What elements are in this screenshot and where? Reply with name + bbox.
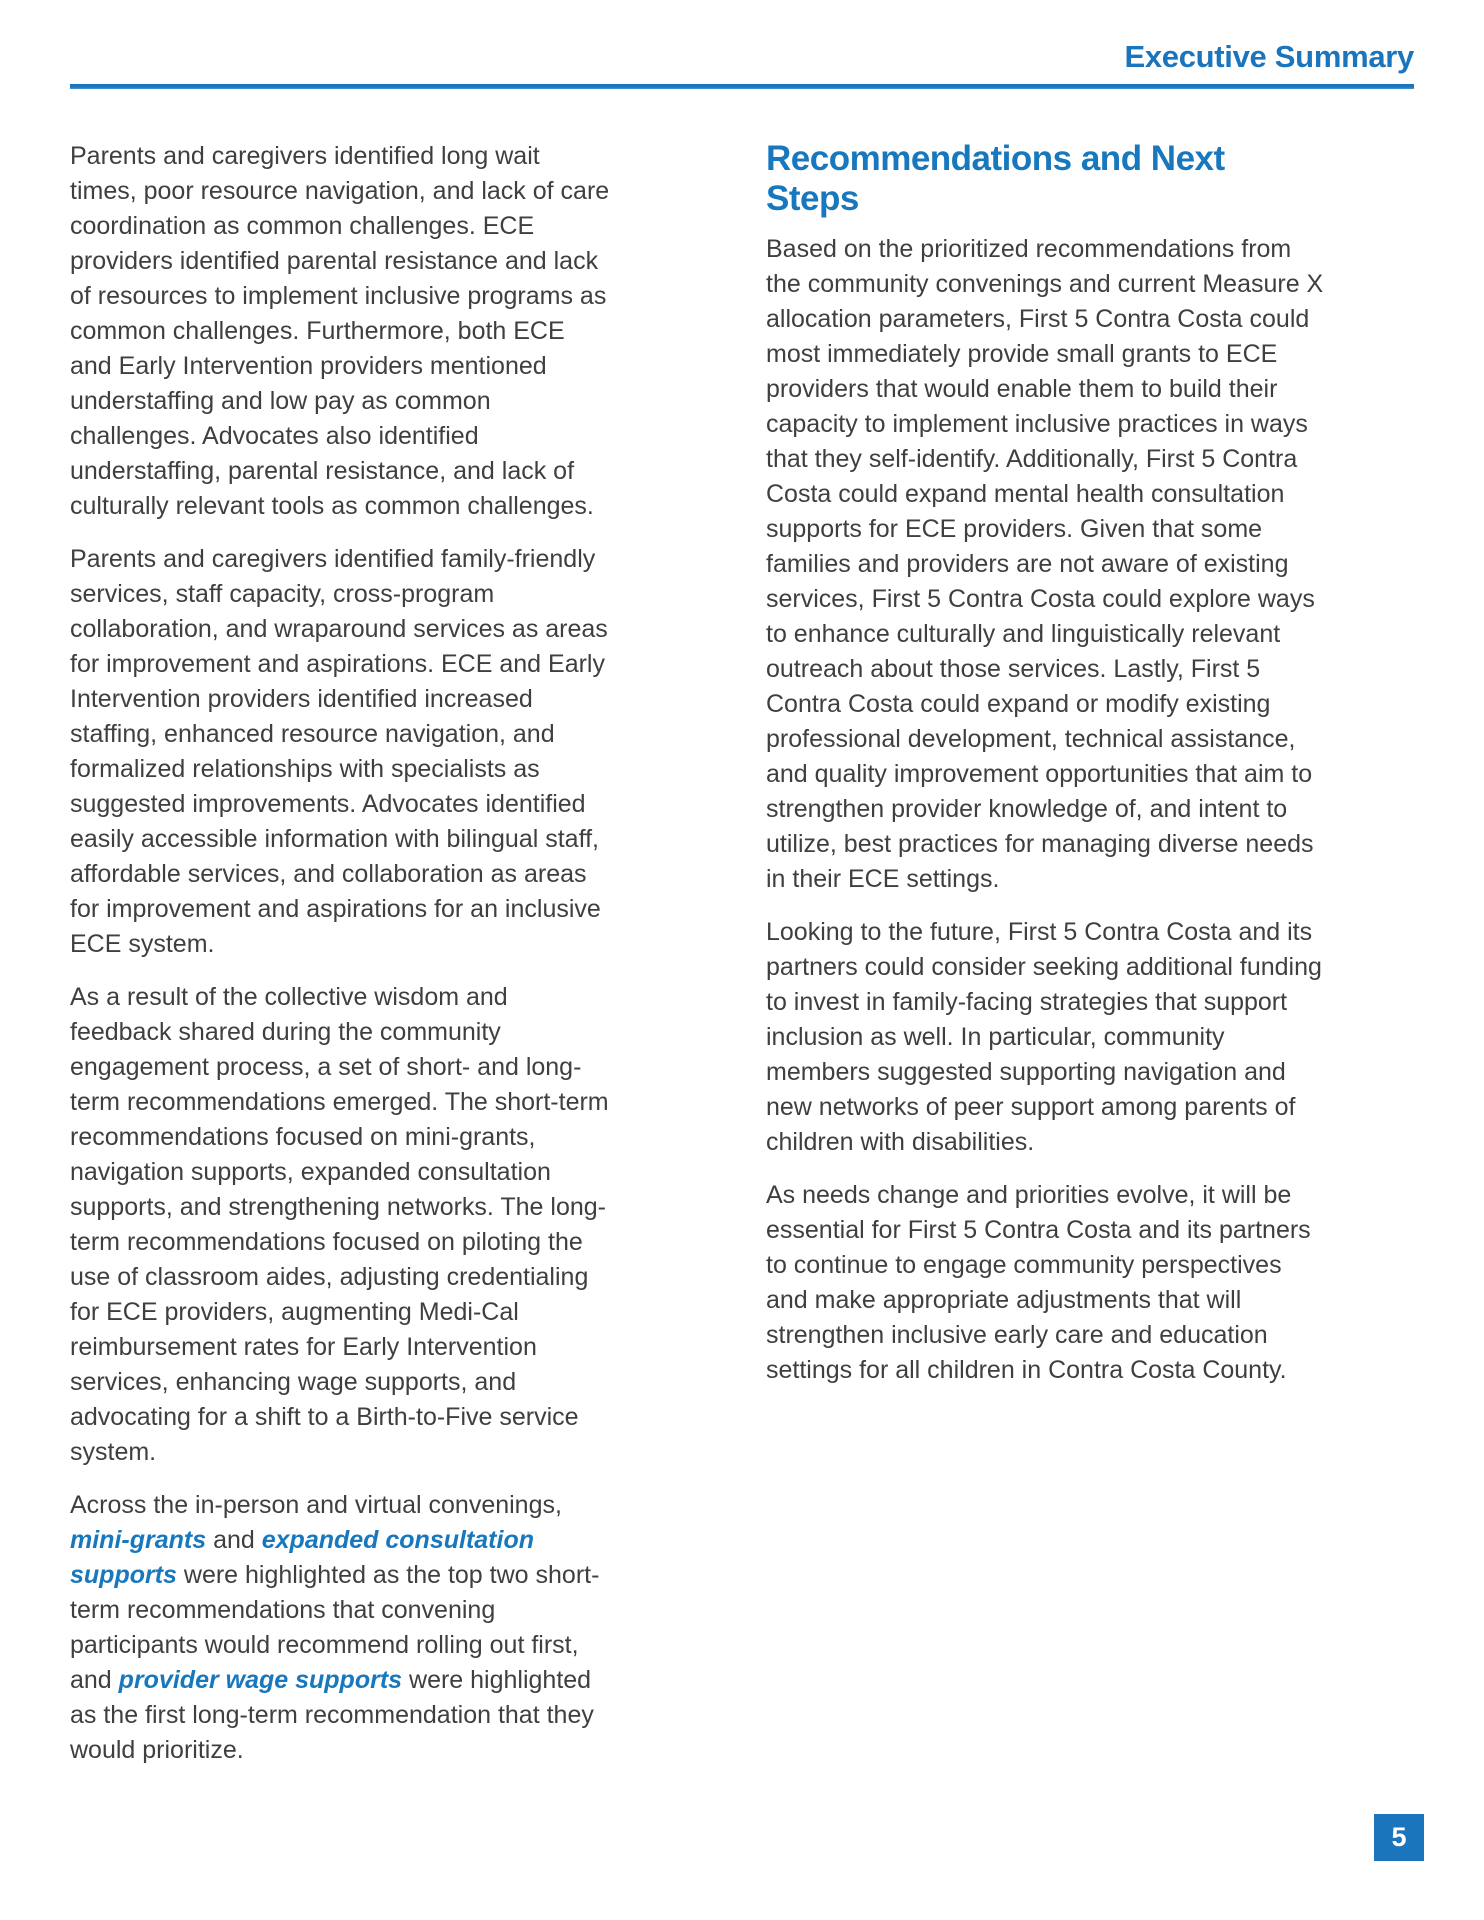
page-title: Executive Summary (1124, 39, 1414, 74)
body-paragraph: Based on the prioritized recommendations from the community convenings and current Measure X allocation parameters, First 5 Contra Costa could most immediately provide small grants to ECE providers that would enable them to build their capacity to implement inclusive practices in ways that they self-identify. Additionally, First 5 Contra Costa could expand mental health consultation supports for ECE providers. Given that some families and providers are not aware of existing services, First 5 Contra Costa could explore ways to enhance culturally and linguistically relevant outreach about those services. Lastly, First 5 Contra Costa could expand or modify existing professional development, technical assistance, and quality improvement opportunities that aim to strengthen provider knowledge of, and intent to utilize, best practices for managing diverse needs in their ECE settings. (766, 234, 1324, 893)
header-rule (70, 84, 1414, 89)
body-paragraph: As needs change and priorities evolve, it will be essential for First 5 Contra Costa and its partners to continue to engage community perspectives and make appropriate adjustments that will strengthen inclusive early care and education settings for all children in Contra Costa County. (766, 1180, 1311, 1384)
body-paragraph: Parents and caregivers identified family-friendly services, staff capacity, cross-program collaboration, and wraparound services as areas for improvement and aspirations. ECE and Early Intervention providers identified increased staffing, enhanced resource navigation, and formalized relationships with specialists as suggested improvements. Advocates identified easily accessible information with bilingual staff, affordable services, and collaboration as areas for improvement and aspirations for an inclusive ECE system. (70, 545, 608, 959)
body-paragraph: Parents and caregivers identified long wait times, poor resource navigation, and lack of care coordination as common challenges. ECE providers identified parental resistance and lack of resources to implement inclusive programs as common challenges. Furthermore, both ECE and Early Intervention providers mentioned understaffing and low pay as common challenges. Advocates also identified understaffing, parental resistance, and lack of culturally relevant tools as common challenges. (70, 142, 610, 521)
page-header (0, 0, 1484, 89)
body-paragraph: As a result of the collective wisdom and feedback shared during the community engagement process, a set of short- and long-term recommendations emerged. The short-term recommendations focused on mini-grants, navigation supports, expanded consultation supports, and strengthening networks. The long-term recommendations focused on piloting the use of classroom aides, adjusting credentialing for ECE providers, augmenting Medi-Cal reimbursement rates for Early Intervention services, enhancing wage supports, and advocating for a shift to a Birth-to-Five service system. (70, 983, 609, 1467)
section-heading: Recommendations and Next Steps (766, 139, 1225, 219)
left-column (70, 139, 610, 1786)
page-number-badge: 5 (1374, 1814, 1424, 1861)
right-column (766, 139, 1326, 1406)
body-paragraph-highlighted: Across the in-person and virtual convenings, mini-grants and expanded consultation supports were highlighted as the top two short-term recommendations that convening participants would recommend rolling out first, and provider wage supports were highlighted as the first long-term recommendation that they would prioritize. (70, 1491, 600, 1765)
two-column-body (0, 139, 1484, 1786)
body-paragraph: Looking to the future, First 5 Contra Costa and its partners could consider seeking additional funding to invest in family-facing strategies that support inclusion as well. In particular, community members suggested supporting navigation and new networks of peer support among parents of children with disabilities. (766, 917, 1322, 1156)
